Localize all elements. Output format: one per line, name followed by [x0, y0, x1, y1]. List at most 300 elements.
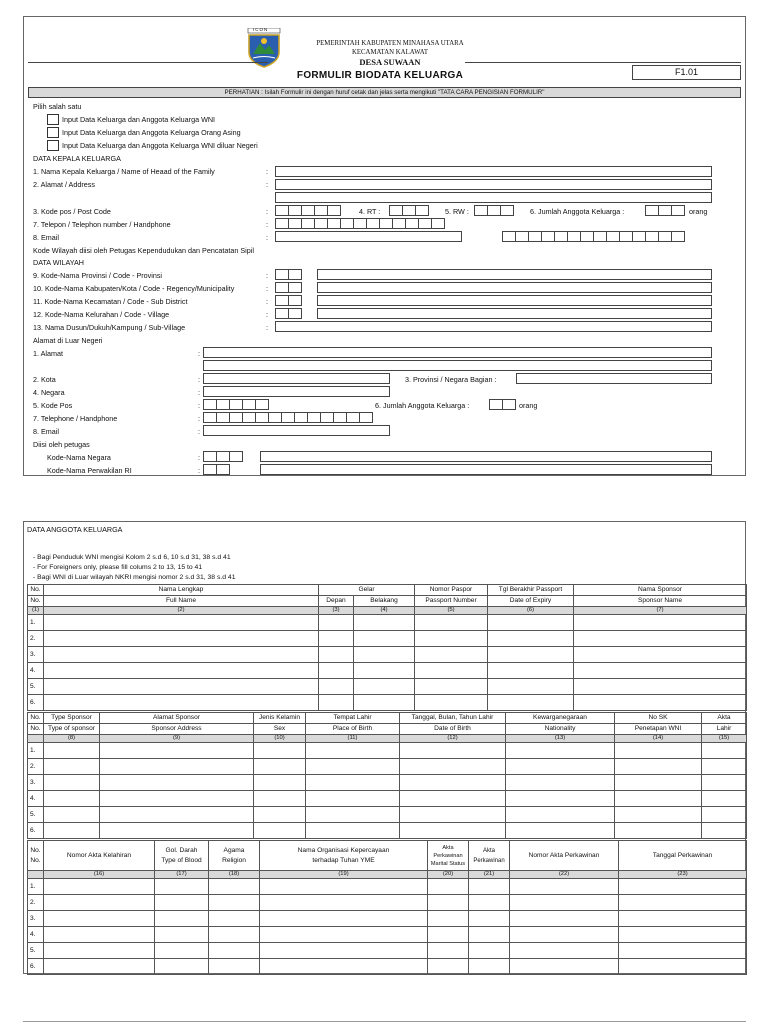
cell[interactable]	[400, 743, 506, 759]
row-number: 4.	[28, 791, 44, 807]
cell[interactable]	[415, 647, 488, 663]
colnum: (22)	[510, 871, 619, 879]
cell[interactable]	[619, 879, 747, 895]
kepala-jumlah-cells[interactable]	[645, 205, 684, 216]
cell[interactable]	[354, 615, 415, 631]
col-place-birth: Place of Birth	[306, 724, 400, 735]
row-number: 2.	[28, 631, 44, 647]
cell[interactable]	[510, 911, 619, 927]
wilayah-heading: DATA WILAYAH	[33, 258, 84, 267]
col-sponsor-address: Sponsor Address	[100, 724, 254, 735]
wilayah-dusun-input[interactable]	[275, 321, 712, 332]
col-tempat-lahir: Tempat Lahir	[306, 713, 400, 724]
colon: :	[266, 297, 268, 306]
cell[interactable]	[506, 743, 615, 759]
anggota-heading: DATA ANGGOTA KELUARGA	[27, 525, 123, 534]
col-organisasi-b: terhadap Tuhan YME	[312, 856, 375, 864]
choice-heading: Pilih salah satu	[33, 102, 82, 111]
row-number: 5.	[28, 943, 44, 959]
row-number: 5.	[28, 679, 44, 695]
kepala-email-label: 8. Email	[33, 233, 59, 242]
cell[interactable]	[428, 911, 469, 927]
choice-checkbox-asing[interactable]	[47, 127, 59, 138]
cell[interactable]	[415, 663, 488, 679]
cell[interactable]	[100, 775, 254, 791]
cell[interactable]	[469, 959, 510, 975]
cell[interactable]	[260, 879, 428, 895]
wilayah-kelurahan-code[interactable]	[275, 308, 301, 319]
table-row	[28, 663, 747, 679]
col-jenis-kelamin: Jenis Kelamin	[254, 713, 306, 724]
kepala-telepon-cells[interactable]	[275, 218, 444, 229]
cell[interactable]	[400, 791, 506, 807]
cell[interactable]	[488, 663, 574, 679]
col-passport-number: Passport Number	[415, 596, 488, 607]
cell[interactable]	[44, 679, 319, 695]
cell[interactable]	[155, 895, 209, 911]
col-organisasi-a: Nama Organisasi Kepercayaan	[297, 846, 390, 854]
wilayah-provinsi-label: 9. Kode-Nama Provinsi / Code - Provinsi	[33, 271, 163, 280]
cell[interactable]	[44, 959, 155, 975]
cell[interactable]	[415, 631, 488, 647]
luar-jumlah-label: 6. Jumlah Anggota Keluarga :	[375, 401, 470, 410]
cell[interactable]	[44, 807, 100, 823]
header-line2: KECAMATAN KALAWAT	[351, 49, 429, 56]
row-number: 1.	[28, 879, 44, 895]
anggota-note-3: - Bagi WNI di Luar wilayah NKRI mengisi nomor 2 s.d 31, 38 s.d 41	[33, 574, 236, 581]
colon: :	[266, 220, 268, 229]
cell[interactable]	[44, 927, 155, 943]
cell[interactable]	[488, 615, 574, 631]
table-row	[28, 775, 747, 791]
luar-email-input[interactable]	[203, 425, 390, 436]
luar-alamat-input-1[interactable]	[203, 347, 712, 358]
cell[interactable]	[254, 759, 306, 775]
col-date-expiry: Date of Expiry	[488, 596, 574, 607]
table-row	[28, 615, 747, 631]
colnum: (9)	[100, 735, 254, 743]
kepala-telepon-label: 7. Telepon / Telephon number / Handphone	[33, 220, 171, 229]
colon: :	[198, 401, 200, 410]
cell[interactable]	[510, 943, 619, 959]
luar-petugas-heading: Diisi oleh petugas	[33, 440, 90, 449]
cell[interactable]	[506, 775, 615, 791]
col-type-of-sponsor: Type of sponsor	[44, 724, 100, 735]
cell[interactable]	[702, 759, 747, 775]
luar-perwakilan-code[interactable]	[203, 464, 229, 475]
colnum: (7)	[574, 607, 747, 615]
luar-telepon-label: 7. Telephone / Handphone	[33, 414, 118, 423]
kepala-extra-cells[interactable]	[502, 231, 684, 242]
row-number: 6.	[28, 959, 44, 975]
kepala-heading: DATA KEPALA KELUARGA	[33, 154, 121, 163]
cell[interactable]	[469, 943, 510, 959]
kepala-nama-input[interactable]	[275, 166, 712, 177]
col-tanggal-lahir: Tanggal, Bulan, Tahun Lahir	[400, 713, 506, 724]
cell[interactable]	[44, 647, 319, 663]
cell[interactable]	[510, 959, 619, 975]
row-number: 3.	[28, 775, 44, 791]
cell[interactable]	[615, 791, 702, 807]
cell[interactable]	[100, 743, 254, 759]
wilayah-dusun-label: 13. Nama Dusun/Dukuh/Kampung / Sub-Village	[33, 323, 186, 332]
table-row	[28, 823, 747, 839]
colnum: (20)	[428, 871, 469, 879]
luar-kota-input[interactable]	[203, 373, 390, 384]
col-penetapan-wni: Penetapan WNI	[615, 724, 702, 735]
kepala-kodepos-cells[interactable]	[275, 205, 340, 216]
colnum: (18)	[209, 871, 260, 879]
colnum: (4)	[354, 607, 415, 615]
cell[interactable]	[400, 775, 506, 791]
cell[interactable]	[354, 647, 415, 663]
colnum	[28, 735, 44, 743]
cell[interactable]	[260, 943, 428, 959]
cell[interactable]	[415, 615, 488, 631]
col-agama-a: Agama	[223, 846, 245, 854]
cell[interactable]	[209, 943, 260, 959]
cell[interactable]	[306, 791, 400, 807]
col-sponsor-name: Sponsor Name	[574, 596, 747, 607]
cell[interactable]	[615, 807, 702, 823]
cell[interactable]	[619, 943, 747, 959]
cell[interactable]	[260, 911, 428, 927]
colon: :	[198, 414, 200, 423]
wilayah-kelurahan-name[interactable]	[317, 308, 712, 319]
cell[interactable]	[254, 823, 306, 839]
wilayah-kecamatan-name[interactable]	[317, 295, 712, 306]
row-number: 6.	[28, 695, 44, 711]
cell[interactable]	[619, 927, 747, 943]
luar-heading: Alamat di Luar Negeri	[33, 336, 103, 345]
kepala-rw-cells[interactable]	[474, 205, 513, 216]
col-no-b: No.	[30, 856, 41, 864]
anggota-note-1: - Bagi Penduduk WNI mengisi Kolom 2 s.d 6, 10 s.d 31, 38 s.d 41	[33, 554, 231, 561]
col-kewarganegaraan: Kewarganegaraan	[506, 713, 615, 724]
colon: :	[198, 388, 200, 397]
colnum: (6)	[488, 607, 574, 615]
col-akta-lahir: Akta	[702, 713, 747, 724]
cell[interactable]	[506, 807, 615, 823]
cell[interactable]	[260, 927, 428, 943]
cell[interactable]	[44, 743, 100, 759]
cell[interactable]	[702, 807, 747, 823]
row-number: 3.	[28, 911, 44, 927]
cell[interactable]	[319, 679, 354, 695]
col-status-c: Marital Status	[430, 860, 466, 867]
col-tanggal-perkawinan: Tanggal Perkawinan	[619, 841, 747, 871]
colon: :	[198, 349, 200, 358]
colnum: (16)	[44, 871, 155, 879]
wilayah-provinsi-code[interactable]	[275, 269, 301, 280]
cell[interactable]	[254, 791, 306, 807]
cell[interactable]	[400, 823, 506, 839]
colon: :	[266, 233, 268, 242]
table-row	[28, 695, 747, 711]
cell[interactable]	[44, 759, 100, 775]
cell[interactable]	[254, 743, 306, 759]
colon: :	[266, 271, 268, 280]
cell[interactable]	[510, 927, 619, 943]
cell[interactable]	[319, 695, 354, 711]
wilayah-kecamatan-code[interactable]	[275, 295, 301, 306]
cell[interactable]	[44, 615, 319, 631]
cell[interactable]	[306, 759, 400, 775]
cell[interactable]	[319, 615, 354, 631]
cell[interactable]	[428, 927, 469, 943]
col-status-a: Akta	[442, 844, 454, 851]
cell[interactable]	[306, 775, 400, 791]
wilayah-kabupaten-label: 10. Kode-Nama Kabupaten/Kota / Code - Regency/Municipality	[33, 284, 235, 293]
col-no-2: No.	[28, 596, 44, 607]
header-rule-left	[28, 62, 268, 63]
colon: :	[198, 427, 200, 436]
col-gol-darah-b: Type of Blood	[161, 856, 202, 864]
cell[interactable]	[319, 631, 354, 647]
row-number: 3.	[28, 647, 44, 663]
wilayah-kabupaten-name[interactable]	[317, 282, 712, 293]
colon: :	[266, 323, 268, 332]
wilayah-kecamatan-label: 11. Kode-Nama Kecamatan / Code - Sub District	[33, 297, 188, 306]
cell[interactable]	[354, 679, 415, 695]
cell[interactable]	[100, 791, 254, 807]
cell[interactable]	[155, 943, 209, 959]
colnum: (8)	[44, 735, 100, 743]
cell[interactable]	[488, 679, 574, 695]
kepala-alamat-label: 2. Alamat / Address	[33, 180, 95, 189]
cell[interactable]	[254, 775, 306, 791]
luar-provinsi-input[interactable]	[516, 373, 712, 384]
col-type-sponsor: Type Sponsor	[44, 713, 100, 724]
col-no-sk: No SK	[615, 713, 702, 724]
cell[interactable]	[260, 895, 428, 911]
table-row	[28, 879, 747, 895]
cell[interactable]	[100, 823, 254, 839]
cell[interactable]	[209, 927, 260, 943]
cell[interactable]	[44, 791, 100, 807]
cell[interactable]	[44, 631, 319, 647]
cell[interactable]	[155, 911, 209, 927]
table-row	[28, 679, 747, 695]
choice-checkbox-wni[interactable]	[47, 114, 59, 125]
cell[interactable]	[510, 895, 619, 911]
cell[interactable]	[574, 615, 747, 631]
table-row	[28, 647, 747, 663]
cell[interactable]	[354, 631, 415, 647]
cell[interactable]	[44, 695, 319, 711]
cell[interactable]	[319, 647, 354, 663]
cell[interactable]	[209, 959, 260, 975]
table-row	[28, 807, 747, 823]
cell[interactable]	[428, 959, 469, 975]
cell[interactable]	[574, 679, 747, 695]
cell[interactable]	[354, 695, 415, 711]
wilayah-kabupaten-code[interactable]	[275, 282, 301, 293]
kepala-orang-label: orang	[689, 207, 708, 216]
cell[interactable]	[44, 911, 155, 927]
kepala-alamat-input-2[interactable]	[275, 192, 712, 203]
colon: :	[198, 466, 200, 475]
cell[interactable]	[510, 879, 619, 895]
cell[interactable]	[44, 823, 100, 839]
colnum: (13)	[506, 735, 615, 743]
colnum: (15)	[702, 735, 747, 743]
col-alamat-sponsor: Alamat Sponsor	[100, 713, 254, 724]
cell[interactable]	[574, 647, 747, 663]
colnum: (1)	[28, 607, 44, 615]
col-gol-darah-a: Gol. Darah	[165, 846, 198, 854]
cell[interactable]	[319, 663, 354, 679]
cell[interactable]	[155, 879, 209, 895]
cell[interactable]	[574, 695, 747, 711]
cell[interactable]	[619, 959, 747, 975]
wilayah-kelurahan-label: 12. Kode-Nama Kelurahan / Code - Village	[33, 310, 170, 319]
cell[interactable]	[702, 823, 747, 839]
cell[interactable]	[306, 807, 400, 823]
col-sex: Sex	[254, 724, 306, 735]
luar-telepon-cells[interactable]	[203, 412, 372, 423]
table-row	[28, 927, 747, 943]
col-nama-lengkap: Nama Lengkap	[44, 585, 319, 596]
kepala-alamat-input-1[interactable]	[275, 179, 712, 190]
cell[interactable]	[469, 879, 510, 895]
kepala-jumlah-label: 6. Jumlah Anggota Keluarga :	[530, 207, 625, 216]
cell[interactable]	[209, 879, 260, 895]
luar-provinsi-label: 3. Provinsi / Negara Bagian :	[405, 375, 497, 384]
colnum: (12)	[400, 735, 506, 743]
row-number: 1.	[28, 743, 44, 759]
cell[interactable]	[574, 663, 747, 679]
cell[interactable]	[44, 775, 100, 791]
cell[interactable]	[209, 895, 260, 911]
wilayah-note: Kode Wilayah diisi oleh Petugas Kependudukan dan Pencatatan Sipil	[33, 246, 254, 255]
cell[interactable]	[488, 695, 574, 711]
col-gelar-belakang: Belakang	[354, 596, 415, 607]
anggota-table-1	[27, 584, 747, 711]
luar-alamat-input-2[interactable]	[203, 360, 712, 371]
luar-kodepos-label: 5. Kode Pos	[33, 401, 73, 410]
table-row	[28, 895, 747, 911]
cell[interactable]	[615, 743, 702, 759]
kepala-nama-label: 1. Nama Kepala Keluarga / Name of Heaad of the Family	[33, 167, 215, 176]
colon: :	[266, 310, 268, 319]
cell[interactable]	[469, 895, 510, 911]
cell[interactable]	[615, 775, 702, 791]
anggota-table-3	[27, 840, 747, 975]
cell[interactable]	[100, 759, 254, 775]
cell[interactable]	[209, 911, 260, 927]
cell[interactable]	[428, 895, 469, 911]
cell[interactable]	[469, 927, 510, 943]
col-akta-perkawinan-a: Akta	[482, 847, 495, 854]
cell[interactable]	[44, 879, 155, 895]
cell[interactable]	[44, 943, 155, 959]
cell[interactable]	[254, 807, 306, 823]
cell[interactable]	[44, 895, 155, 911]
col-gol-darah	[155, 841, 209, 871]
kepala-kodepos-label: 3. Kode pos / Post Code	[33, 207, 111, 216]
colnum	[28, 871, 44, 879]
colon: :	[198, 375, 200, 384]
logo-text: ICON	[253, 27, 269, 32]
luar-jumlah-cells[interactable]	[489, 399, 515, 410]
cell[interactable]	[306, 743, 400, 759]
page-bottom-rule	[23, 1021, 746, 1022]
luar-kodenegara-name[interactable]	[260, 451, 712, 462]
choice-checkbox-luar[interactable]	[47, 140, 59, 151]
cell[interactable]	[428, 943, 469, 959]
cell[interactable]	[155, 927, 209, 943]
cell[interactable]	[306, 823, 400, 839]
cell[interactable]	[400, 759, 506, 775]
luar-email-label: 8. Email	[33, 427, 59, 436]
cell[interactable]	[415, 679, 488, 695]
col-agama-b: Religion	[222, 856, 246, 864]
colnum: (5)	[415, 607, 488, 615]
cell[interactable]	[702, 775, 747, 791]
cell[interactable]	[260, 959, 428, 975]
luar-perwakilan-name[interactable]	[260, 464, 712, 475]
kepala-rt-label: 4. RT :	[359, 207, 381, 216]
cell[interactable]	[506, 823, 615, 839]
cell[interactable]	[428, 879, 469, 895]
col-tgl-paspor: Tgl Berakhir Passport	[488, 585, 574, 596]
kepala-rt-cells[interactable]	[389, 205, 428, 216]
colnum: (17)	[155, 871, 209, 879]
cell[interactable]	[615, 759, 702, 775]
cell[interactable]	[100, 807, 254, 823]
cell[interactable]	[44, 663, 319, 679]
kepala-email-input[interactable]	[275, 231, 462, 242]
wilayah-provinsi-name[interactable]	[317, 269, 712, 280]
cell[interactable]	[155, 959, 209, 975]
anggota-note-2: - For Foreigners only, please fill colums 2 to 13, 15 to 41	[33, 564, 203, 571]
luar-kodenegara-code[interactable]	[203, 451, 242, 462]
colon: :	[198, 453, 200, 462]
cell[interactable]	[574, 631, 747, 647]
cell[interactable]	[506, 759, 615, 775]
cell[interactable]	[488, 631, 574, 647]
choice-option-asing: Input Data Keluarga dan Anggota Keluarga Orang Asing	[62, 128, 241, 137]
luar-kota-label: 2. Kota	[33, 375, 56, 384]
cell[interactable]	[702, 743, 747, 759]
col-no: No.	[28, 585, 44, 596]
notice-text: PERHATIAN : Isilah Formulir ini dengan huruf cetak dan jelas serta mengikuti "TATA CARA PENGISIAN FORMULIR"	[224, 89, 545, 96]
col-nama-sponsor: Nama Sponsor	[574, 585, 747, 596]
col-date-birth: Date of Birth	[400, 724, 506, 735]
row-number: 6.	[28, 823, 44, 839]
luar-perwakilan-label: Kode-Nama Perwakilan RI	[47, 466, 132, 475]
cell[interactable]	[354, 663, 415, 679]
cell[interactable]	[619, 895, 747, 911]
col-no	[28, 841, 44, 871]
cell[interactable]	[415, 695, 488, 711]
cell[interactable]	[400, 807, 506, 823]
cell[interactable]	[488, 647, 574, 663]
kepala-rw-label: 5. RW :	[445, 207, 469, 216]
cell[interactable]	[469, 911, 510, 927]
row-number: 4.	[28, 927, 44, 943]
col-lahir: Lahir	[702, 724, 747, 735]
col-nomor-akta-kelahiran: Nomor Akta Kelahiran	[44, 841, 155, 871]
luar-negara-input[interactable]	[203, 386, 390, 397]
table-row	[28, 743, 747, 759]
cell[interactable]	[506, 791, 615, 807]
cell[interactable]	[615, 823, 702, 839]
cell[interactable]	[702, 791, 747, 807]
cell[interactable]	[619, 911, 747, 927]
luar-kodepos-cells[interactable]	[203, 399, 268, 410]
